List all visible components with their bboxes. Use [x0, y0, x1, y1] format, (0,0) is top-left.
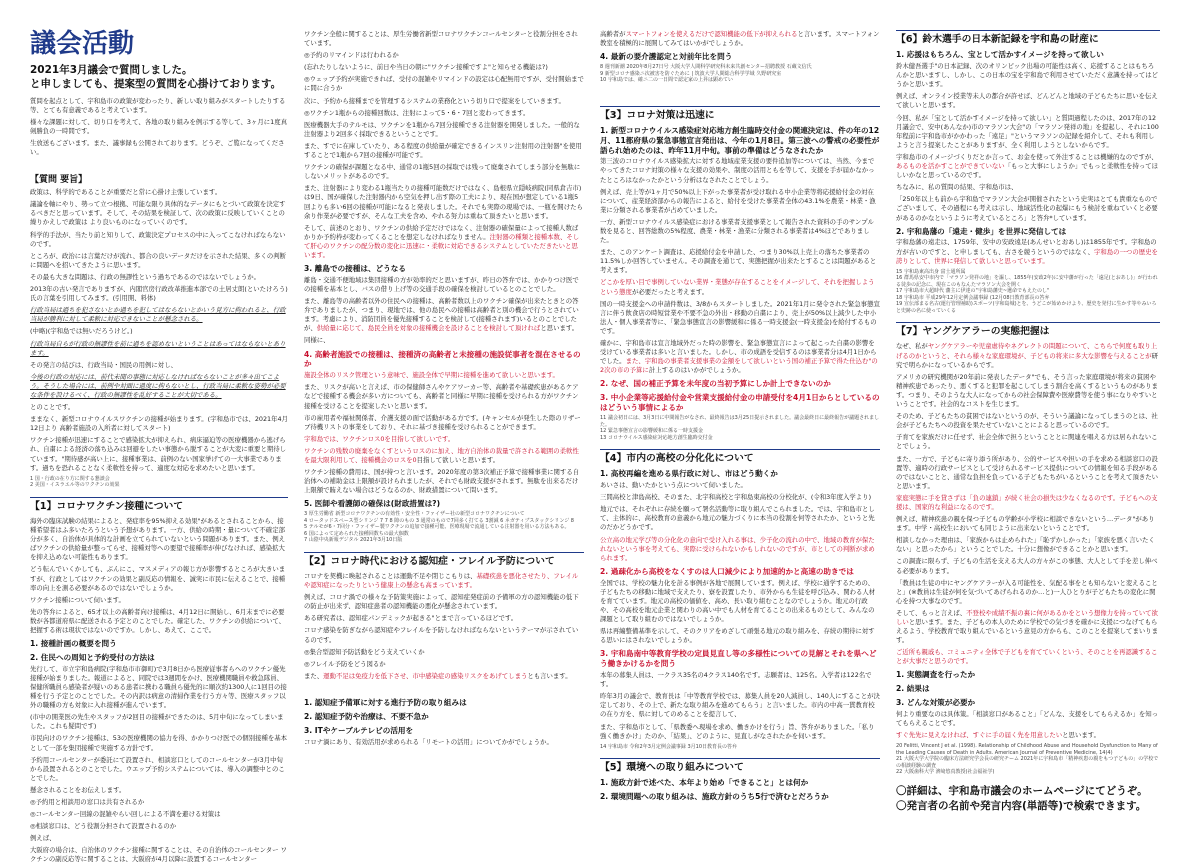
column-3 — [592, 0, 888, 832]
question-item: 1. 新型コロナウイルス感染症対応地方創生臨時交付金の関連決定は、件の年の12月、11都府県の緊急事態宣言発出は、今年の1月8日。第三波への警戒の必要性が語られ始めたのは、昨年11月中旬。事前の準備はどうなされたか — [600, 125, 880, 155]
body-paragraph: 例えば、精神疾患の親を保つ子どもの学齢が小学校に相談できないという…データ"があります。中学・高校生においても同じように出来ないということです。 — [896, 515, 1155, 533]
body-paragraph: 子育てを家族だけに任せず、社会全体で担うということとに関連を唱える方は居られないことでしょう。 — [896, 433, 1158, 451]
highlight-text: 供給量に応じて、島民全員を対象の接種機会を設けることを検討して頂ければ — [316, 324, 541, 333]
quote-end: とのことです。 — [30, 403, 75, 412]
body-paragraph: 「教員は生徒の中にヤングケアラーが入る可能性を、気配る事をとも知らないと変えることと」(※教員は生徒が何を気づいてあげられるのか…と)一人ひとりが子どもたちの変化に関心を持つ大事なのです。 — [896, 578, 1158, 605]
body-paragraph: (市中の開業医の先生やスタッフが2回目の接種ができたのは、5月中旬になってしまいました。これも疑問です) — [30, 713, 284, 731]
highlight-text: 運動不足は免疫力を低下させ、市中感染症の感染リスクをあげてしまう — [323, 671, 528, 680]
body-paragraph: そして、もっと言えば、不登校や成績不振の裏に何があるかをという想像力を持っていて欲しいと思います。また、子どもの本人のために学校での気づきを確かに支援につなげてもらえるよう、学校教育で取り組んでいるという意見の方からも、このことを提案してまいります。 — [896, 608, 1159, 645]
body-paragraph: 例えば、オンライン授業等未人の都合が許せば、どんどんと地域の子どもたちに思いを伝えて欲しいと思います。 — [896, 92, 1158, 110]
question-item: 4. 最新の要介護認定と対前年比を問う — [600, 52, 733, 62]
highlight-text: ヤングケアラーや児童虐待やネグレクトの問題について、こちらで何度も取り上げるのかというと、 — [896, 342, 1158, 360]
footnotes: 20 Felitti, Vincent J et al. (1998). Relationship of Childhood Abuse and Household Dysfunction to Many of the Leading Causes of Death in Adults. American Journal of Preventive Medicine, 14(4) 21 大阪大学大学院の臨床方法研究学会長の研究チーム 2021年に宇和島市「精神疾患の親をもつ子どもの」の学校での相談経験の調査 22 大阪歯科大学 濱﨑悠真教授(社会福祉学) — [896, 743, 1159, 776]
summary-paragraph: 議論を軸にやり、勢って立つ根拠、可能な限り具体的なデータにもとづいて政策を決定するべきだと思っています。そして、その結果を検証して、次の政策に反映していくことの繰りかえしで政策は より良いものになっていくのです。 — [30, 200, 286, 227]
body-paragraph: また、運動不足は免疫力を低下させ、市中感染症の感染リスクをあげてしまうとも言います。 — [304, 671, 572, 680]
body-paragraph: そして、前述のとおり、ワクチンの供給予定だけではなく、注射器の確保量によって接種人数ばかりか予約枠が変わってくることを想定しなければなりません。注射器の種類と接種本数、そして肝心のワクチンの配分数の変化に迅速に・柔軟に対応できるシステムとしていただきたいと思います。 — [304, 223, 580, 259]
highlight-text: 基礎疾患を悪化させたり、フレイルや認知症になったりという健康上の懸念も高まっています。 — [304, 572, 579, 590]
highlight-text: 宇和島の一つの歴史を誇りとして、世界に発信して欲しいと思っています。 — [896, 247, 1158, 265]
column-2 — [296, 0, 592, 832]
body-paragraph: 同様に、 — [304, 336, 330, 345]
question-item: 2. 過疎化から高校をなくすのは人口減少により加速的かと高速の助きでは — [600, 566, 854, 576]
highlight-text: ご近所も親戚も、コミュニティ全体で子どもを育てていくという、そのことを再認識することが大事だと思うのです。 — [896, 648, 1158, 666]
body-paragraph: 何より重要なのは具体策。「相談窓口があること」「どんな、支援をしてもらえるか」を知ってもらえることです。 — [896, 710, 1159, 728]
body-paragraph: アメリカの研究機関が20年前に発表したデータ"でも、そう言った家庭環境が将来の貧困や精神疾患であったり、悪くすると犯罪を起こしてしまう割合を高くするというものがあります。つまり、そのような大人になってからの社会保障費や医療費等を使う事になりやすいということです。社会的なコストを生じます。 — [896, 372, 1158, 409]
body-paragraph: ワクチン接種について伺います。 — [30, 595, 125, 604]
summary-paragraph: 政策は、科学的であることが重要だと常に心掛け主張しています。 — [30, 188, 222, 197]
quote: その発言の結びは、行政当局・国民の用例に対し、 — [30, 360, 177, 369]
question-item: 1. 応援はもちろん、宝として活かすイメージを持って欲しい — [896, 50, 1104, 60]
highlight-text: ワクチンの残数の廃棄をなくすというロスのに加え、地方自治体の裁量で許される範囲の柔軟性を最大限利用して、接種機会のロスを0 — [304, 446, 579, 465]
section-heading: 【1】コロナワクチン接種について — [30, 497, 288, 513]
column-1 — [0, 0, 296, 864]
body-paragraph: なぜ、私がヤングケアラーや児童虐待やネグレクトの問題について、こちらで何度も取り上げるのかというと、それら様々な家庭環境が、子どもの将来に多大な影響を与えることが研究で明らかになっているからです。 — [896, 342, 1159, 369]
closing-message: 〇詳細は、宇和島市議会のホームページにてどうぞ。 〇発言者の名前や発言内容(単語等)で検索できます。 — [896, 784, 1148, 812]
section-heading: 【3】コロナ対策は迅速に — [600, 106, 880, 122]
question-item: 1. 認知症予備軍に対する進行予防の取り組みは — [304, 697, 467, 707]
highlight-text: どこかを厚い目で事例していない業界・業態が存在することをイメージして、それを把握しようという態度 — [600, 278, 875, 296]
vaccine-intro: ままなく、新型コロナウイルスワクチンの接種が始まります。(宇和島市では、2021年4月12日より 高齢者施設の入所者に対してスタート) — [30, 415, 288, 433]
summary-paragraph: ところが、政治には言葉だけが流れ、都合の良いデータだけを示された結果、多くの判断に問題へを招いてきたように思います。 — [30, 251, 287, 269]
body-paragraph: ◎集合型認知予防活動をどう支えていくか — [304, 647, 425, 656]
body-paragraph: ワクチンの確保が課題となる中、通常の1瓶5回の採取では残って廃棄されてしまう部分を無駄にしないメリットがあるのです。 — [304, 163, 581, 181]
intro-paragraph: 様々な課題に対して、切り口を考えて、各地の取り組みを例示する等して、3ヶ月に1度真剣勝負の一時間です。 — [30, 118, 287, 136]
body-paragraph: 例えば、コロナ渦での様々な予防策実施によって、認知症発症前の予備軍の方の認知機能の低下の防止が出来ず、認知症患者の認知機能の悪化が懸念されています。 — [304, 593, 579, 611]
body-paragraph: 予約用コールセンターが委託にて設置され、相談窓口としてのコールセンターが3月中旬から設置されるとのことでした。ウエップ予約システムについては、導入の調整中とのことでした。 — [30, 755, 285, 782]
body-paragraph: また、注射器により変わる1瓶当たりの接種可能数だけではなく、島根県立隠岐病院(同県倉吉市)は9日、国が確保した注射器内から空気を押し出す際の工夫により、現在国が想定している1瓶5回よりも多い6回の接種が可能になると発表しました。それでも実際の現場では、一瓶を開けたら余り作業が必要ですが、そんな工夫を含め、やれる努力は重ねて頂きたいと思います。 — [304, 184, 583, 220]
question-item: 1. 接種計画の概要を問う — [30, 639, 117, 649]
body-paragraph: ちなみに、私の質問の結果、宇和島市は、 — [896, 183, 1018, 192]
highlight-text: 宇和島では、ワクチンロス0を目指して欲しいです。 — [304, 434, 455, 443]
body-paragraph: 宇和島市のイメージづくりだとか言って、お金を使って外注することは機嫌的なのですが、あるものを活かすことができていない「もっと大事にしようか」でもっと柔軟性を持ってほしいかなと思っているのです。 — [896, 152, 1159, 180]
body-paragraph: 次に、予約から接種までを管理するシステムの業務化という切り口で提案をしていきます。 — [304, 96, 565, 105]
body-paragraph: ワクチンの残数の廃棄をなくすというロスのに加え、地方自治体の裁量で許される範囲の柔軟性を最大限利用して、接種機会のロスを0目指して欲しいと思います。 — [304, 446, 579, 465]
body-paragraph: また、宇和島市として、「県教委へ現場を求め、働きかけを行う」旨、答弁がありました。「私り強く働きかけ」たのか、「結果」、どのように、見直しがなされたかを伺います。 — [600, 722, 875, 740]
body-paragraph: ◎コールセンター回線の混雑やらい回しによる不満を避ける対策は — [30, 810, 221, 819]
body-paragraph: 先行して、市立宇和島病院(宇和島市市御町)で3月8日から医療従事者らへのワクチン優先接種が始まりました。報道によると、同院では3週間をかけ、医療機関職員や救急隊員、保健所職員ら感染者が疑いのある患者に携わる職員ら優先的に順次約1300人に1回目の接種を行う予定とのことでした。その内訳は病意の清掃作業を行う方々等、医療スタッフ以外の職種の方も対象に入れ接種が進んでいます。 — [30, 664, 287, 710]
question-item: 4. 高齢者施設での接種は、接種済の高齢者と未接種の施設従事者を混在させるのか — [304, 349, 581, 369]
section-heading: 【5】環境への取り組みについて — [600, 758, 880, 774]
section-heading: 【7】ヤングケアラーの実態把握は — [896, 322, 1160, 338]
quote: (中略)(宇和島では無いだろうけど。) — [30, 327, 133, 336]
body-paragraph: ◎予約用と相談用の窓口は共有されるか — [30, 798, 145, 807]
body-paragraph: 国の一時支援金への申請件数は、3/8からスタートしました。2021年1月に発令された緊急事態宣言に伴う飲食店の時短営業や不要不急の外出・移動の自粛により、売上が50%以上減少した中小法人・個人事業者等に、「緊急事態宣言の影響緩和に係る一時支援金(一時支援金)を給付するものです。 — [600, 299, 880, 335]
body-paragraph: 第三波のコロナウイルス感染拡大に対する地域産業支援の要件追加等については、当然、今までやってきたコロナ対策の様々な支援の効果や、制度の活用ともを等して、支援を手が届かなかったところはなかったかという分析はなされたことでしょう。 — [600, 157, 875, 184]
body-paragraph: 医療機器大手のテルモは、ワクチンを1瓶から7回分接種できる注射器を開発しました。一般的な注射器より2回多く採取できるということです。 — [304, 120, 580, 138]
body-paragraph: 高齢者がスマートフォンを使えるだけで認知機能の低下が抑えられると言います。スマートフォン教室を積極的に展開してみてはいかがでしょうか。 — [600, 30, 880, 48]
summary-paragraph: その最も大きな問題は、行政の無謬性という過ちであるのではないでしょうか。 — [30, 272, 260, 281]
question-item: 2. 結果は — [896, 684, 930, 694]
body-paragraph: コロナ感染を防ぎながら認知症やフレイルを予防しなければならないというテーマが示されているのです。 — [304, 626, 579, 644]
question-item: 1. 高校再編を進める県行政に対し、市はどう動くか — [600, 469, 778, 479]
body-paragraph: 宇和島藩の遠走は、1759年、安中の安政遠足(あんせいとおあし)は1855年です。宇和島の方が古いのですと、と申しましても、古さを競うというのではなく、宇和島の一つの歴史を誇りとして、世界に発信して欲しいと思っています。 — [896, 238, 1158, 265]
question-item: 3. ITやケーブルテレビの活用を — [304, 725, 414, 735]
footnotes: 1 国・行政の在り方に関する懇談会 2 美国・イスラエル等のワクチンの効果 — [30, 475, 120, 489]
body-paragraph: 市民向けのワクチン接種は、53の医療機関の協力を得、かかりつけ医での個別接種を基本として一部を集団接種で実施する方針です。 — [30, 734, 288, 752]
body-paragraph: 昨年3月の議会で、教育長は「中等教育学校では、募集人員を20人減員し、140人にすることが決定しており、その上で、新たな取り組みを進めてもらう」と言いました。市内の中高一貫教育校の在り方を、県に対してのめることを提言して、 — [600, 692, 880, 719]
body-paragraph: ワクチン全般に関することは、厚生労働省新型コロナワクチンコールセンターと役割分担をされています。 — [304, 30, 578, 48]
body-paragraph: すぐ先先に見えなければ、すぐに手の届く先を用意したいと思います。 — [896, 731, 1100, 740]
question-item: 2. 環境問題への取り組みは、施政方針のうち5行で済むとだろうか — [600, 792, 829, 802]
footnotes: 14 宇和島市 令和2年3月定例会議事録 3月10日教育長の答弁 — [600, 743, 738, 750]
body-paragraph: そのため、子どもたちの貧困ではないというのが、そういう議論になってしまうのとは、社会が子どもたちへの投資を果たせていないことによると思っているのです。 — [896, 412, 1158, 430]
highlight-text: すぐ先先に見えなければ、すぐに手の届く先を用意したい — [896, 731, 1063, 740]
body-paragraph: 一方、新型コロナウイルス感染症における事業者支援事業として報告された資料の手のサンプル数を見ると、回答総数の5%程度、農業・林業・漁業に分類される事業者は4%ほどでありました。 — [600, 217, 874, 245]
body-paragraph: 大阪府の場合は、自治体のワクチン接種に関することは、その自治体のコールセンター ワクチンの副反応等に関することは、大阪府が4月以降に設置するコールセンター — [30, 846, 287, 864]
section-heading: 【2】コロナ時代における認知症・フレイル予防について — [304, 552, 584, 568]
quote: 行政当局は過ちを犯さないとか過ちを犯してはならないとかいう見方に拘われると、行政当局が勝利に対して柔軟に対応できないことが懸念される。 — [30, 306, 286, 324]
body-paragraph: 例えば、売上等が1ヶ月で50%以上下がった事業者が受け取れる中小企業等将応援給付金の対在について、産業経済部からの報告によると、給付を受けた事業者全体の43.1%を農業・林業・漁業に分類される事業者が占めていました。 — [600, 187, 876, 214]
body-paragraph: ◎フレイル予防をどう図るか — [304, 659, 386, 668]
body-paragraph: 例えば、 — [30, 834, 56, 843]
body-paragraph: ◎予約のリマインドは行われるか — [304, 51, 399, 60]
body-paragraph: 三間高校と津島高校、そのまた、北宇和高校と宇和島東高校の分校化が、(令和3年度入学より) — [600, 493, 872, 502]
body-paragraph: 先の答弁によると、65才以上の高齢者向け接種は、4月12日に開始し、6月末までに必要数が各都道府県に配送される予定とのことでした。確定した、ワクチンの供給について、把握する術は現状ではないのですか。しかし、あえて、ここで。 — [30, 607, 286, 634]
highlight-text: また、宇和島の事業者支援事業の金額をして欲しいという国の補正予算で得た仕込む"の2次の市の予算に — [600, 357, 878, 375]
body-paragraph: 相談しなかった理由は、「家族からは止められた」「恥ずかしかった」「家族を悪く言いたくない」と思ったから」ということでした。十分に想像ができることかと思います。 — [896, 536, 1155, 554]
body-paragraph: どう転んでいくかしても、ぶんにこ、マスメディアの報じ方が影響するところが大きいますが、行政としてはワクチンの効果と副反応の情報を、誠実に市民に伝えることで、接種率の向上を測る必要があるのではないでしょうか。 — [30, 565, 286, 592]
body-paragraph: あいさは、動いたかという点について伺いました。 — [600, 481, 747, 490]
intro-paragraph: 質問を起点として、宇和島市の政策が変わったり、新しい取り組みがスタートしたりする等、とても有意義であると考えています。 — [30, 96, 286, 115]
page-title: 議会活動 — [30, 29, 135, 59]
question-item: 2. 認知症予防や治療は、不要不急か — [304, 711, 429, 721]
highlight-text: 施設全体のリスク管理という意味で、施設全体で早期に接種を進めて欲しいと思います。 — [304, 371, 559, 380]
body-paragraph: 本年の募集人員は、一クラス35名の4クラス140名です。志願者は、125名。入学者は122名です。 — [600, 671, 872, 689]
question-item: 2. 宇和島藩の「遠走・健歩」を世界に発信しては — [896, 226, 1067, 236]
body-paragraph: ◎ワクチン1瓶からの接種回数は、注射によって5・6・7回と変わってきます。 — [304, 108, 530, 117]
body-paragraph: 地元では、それぞれに存続を願って署名活動等に取り組んでこられました。では、宇和島市として、主体的に、高校教育の意義から地元の魅力づくりに本当の役割を何等されたか、というと先のだかどうかです。 — [600, 505, 875, 532]
question-item: 2. 住民への周知と予約受付の方法は — [30, 652, 155, 662]
body-paragraph: また、すでに在庫していたり、ある程度の供給量が確定できるインスリン注射用の注射器"を使用することで1瓶から7回の接種が可能です。 — [304, 141, 582, 160]
body-paragraph: コロナ渦にあり、有効活用が求められる「リモートの活用」についてかがでしょうか。 — [304, 737, 553, 746]
body-paragraph: また、このアンケート調査は、応援給付金を申請した、つまり30%以上売上の落ちた事業者の11.5%しか回答していません。その調査を通じて、実態把握が出来たとすることは問題があると考えます。 — [600, 248, 877, 275]
quote: 今後の行政の対応には、前代未聞の事態に対応しなければならないことが多々出てこよう。そうした場合には、前例や対面に過度に拘らないとし、行政当局に柔軟な姿勢が必要な条件を設けるべく、行政の無謬性を乱好することが大切である。 — [30, 372, 286, 399]
quote: 行政当局自らが行政の無謬性を前に過ちを認めないということはあってはならないとあります。 — [30, 339, 286, 357]
question-item: 1. 施政方針で述べた、本年より始め「できること」とは何か — [600, 778, 809, 788]
highlight-text: 公立高の地元学び等の分化化の意向で受け入れる事は、少子化の流れの中で、地域の教育が保たれないという事を考えても、実際に受けられないかもしれないのですが、市としての判断が求められます。 — [600, 535, 875, 562]
question-item: 3. 離島での接種は、どうなる — [304, 264, 406, 274]
question-item: 2. なぜ、国の補正予算を未年度の当初予算にしか計上できないのか — [600, 379, 831, 389]
body-paragraph: 今回、私が「宝として活かすイメージを持って欲しい」と質問過程したのは、2017年の12月議会で、安中(あんなか)市のマラソン大会"の「マラソン発祥の地」を提起し、それに100年程前に宇和島市がかかわった「遠足」"というマラソンの記録を紹介して、それも利用しようと言う提案したことがありますが、全く利用しようとしないからです。 — [896, 113, 1159, 149]
vaccine-intro: ワクチン接種が迅速にすることで感染拡大が抑えられ、病床逼迫等の医療機器から逃げられ、自粛による経済の落ち込みは回避をしたい事態から脱することが大変に重要と期待しています。"期待感が高い上に、接種事業は、前例のない国家挙げての一大事業であります。過ちを恐れることなく柔軟性を持って、適度な対応を求めたいと思います。 — [30, 436, 287, 472]
summary-heading: 【質問 要旨】 — [30, 174, 88, 185]
column-4 — [888, 0, 1182, 832]
body-paragraph: (忘れたりしないように、前日や当日の朝に"ワクチン接種ですよ"と知らせる機能は?) — [304, 63, 548, 72]
body-paragraph: ◎ウェッブ予約が実施できれば、受付の混雑やリマインドの設定は心配無用ですが、受付開始までに間に合うか — [304, 75, 584, 93]
body-paragraph: 確かに、宇和島市は宣言地域外だった時の影響を、緊急事態宣言によって起こった自粛の影響を受けている事業者は多いと言いました。しかし、市の成語を受信するのは事業者分は4月1日からでした。また、宇和島の事業者支援事業の金額をして欲しいという国の補正予算で得た仕込む"の2次の市の予算に計上するのはいかがでしょうか。 — [600, 339, 878, 375]
body-paragraph: 離島・交通不便地域は集団接種の方が効率的だと思いますが、昨日の答弁では、かかりつけ医での接種を基本とし、バスの借り上げ等の交通手段の確保を検討しているとのことでした。 — [304, 275, 579, 294]
question-item: 1. 実態調査を行ったか — [896, 670, 976, 680]
lead-text: 2021年3月議会で質問しました。 と申しましても、提案型の質問を心掛けております。 — [30, 63, 282, 90]
highlight-text: 注射器の種類と接種本数、そして肝心のワクチンの配分数の変化に迅速に・柔軟に対応できるシステムとしていただきたいと思います。 — [304, 232, 580, 259]
body-paragraph: ◎相談窓口は、どう役割分担されて設置されるのか — [30, 822, 177, 831]
question-item: 3. 中小企業等応援給付金や営業支援給付金の申請受付を4月1日からとしているのはどういう事情によるか — [600, 393, 880, 413]
summary-paragraph: 科学的手法が、当たり前と知りして、政策決定プロセスの中に入ってこなければならないのです。 — [30, 230, 286, 248]
footnotes: 11 議会初日には、3月3日に中間報告がなされ、最終報告は3月25日提示されました。議会最終日に最終報告が議題されました。 12 緊急事態宣言の影響緩和に係る一時支援金 13 コロナウイルス感染症対応地方創生臨時交付金 — [600, 415, 880, 441]
question-item: 3. 宇和島南中等教育学校の定員見直し等の多様性についての見解とそれを県へどう働きかけるかを問う — [600, 649, 877, 669]
question-item: 3. どんな対策が必要か — [896, 698, 976, 708]
highlight-text: スマートフォンを使えるだけで認知機能の低下が抑えられる — [625, 30, 798, 38]
intro-paragraph: 生放送もございます。また、議事録も公開されております。どうぞ、ご覧になってください。 — [30, 139, 285, 157]
highlight-text: あるものを活かすことができていない — [896, 162, 1005, 171]
body-paragraph: コロナを契機に喚起されることは運動不足や閉じこもりは、基礎疾患を悪化させたり、フレイルや認知症になったりという健康上の懸念も高まっています。 — [304, 572, 579, 590]
footnotes: 3 厚生労働省 新型コロナワクチンの有効性・安全性・ファイザー社の新型コロナワクチンについて 4 ロータッドスペース型シリンジ 7 7 8 隙のもの 3 通常のもので7回多く打てる 3割減 6 ネガティブスタックシリンジ 8 5 テルモが6・7回分・ファイザー製ワクチンの追加で接種可能、医療現場で流通している注射器を用いる方法もある。 6 国によって定められた接種回数ちの最大個数 7 山陰中央新報デジタル 2021年3月10日版 — [304, 511, 574, 544]
highlight-text: 不登校や成績不振の裏に何があるかをという想像力を持っていて欲しい — [896, 608, 1158, 626]
body-paragraph: ある研究者は、認知症パンデミックが起きる"とまで言っているほどです。 — [304, 614, 518, 623]
question-item: 5. 医師や看護師の確保は(財政措置は?) — [304, 499, 441, 509]
body-paragraph: この調査に限らず、子どもの生活を支える大人の方々がこの事態、大人として手を差し伸べる必要があります。 — [896, 557, 1158, 575]
footnotes: 8 週刊新潮 2020年8月27日号 大阪大学人間科学研究科未来共創センター招聘教授 石蔵文信氏 9 新型コロナ感染ニ次被害を防ぐために | 筑波大学人間総合科学学域 久野研究室 10 宇和島では、確ニ二の一日間で認定家の上昇は顕めてい — [600, 64, 812, 84]
body-paragraph: 市の雇用者や福祉関係者、介護支援の面で活動がある方です。(キャンセルが発生した際のリザーブ待機リストの事業をしており、それに基づき接種を受けられることができます。 — [304, 413, 581, 431]
body-paragraph: また、一方で、子どもに寄り添う所があり、公的サービスや担いの手を求める相談窓口の設置等、適時の行政サービスとして受けられるサービス提供についての情報を知る手段があるのではないことと、通常な負担を負っている子どもたちがいるということを考えて頂きたいと思います。 — [896, 454, 1159, 490]
section-heading: 【6】鈴木選手の日本新記録を宇和島の財産に — [896, 30, 1160, 46]
body-paragraph: 鈴木健吾選手"の日本記録、次のオリンピック出場の可能性は高く、応援することはもちろんかと思いますし、しかし、この日本の宝を宇和島で利用させていただく意識を持ってはどうかと思います。 — [896, 62, 1159, 89]
body-paragraph: 県は再編整備基準を示して、そのクリアをめざして頑張る地元の取り組みを、存続の期待に対する思いにはされないでしょうか。 — [600, 627, 875, 645]
quote-intro: 2013年の古い発言でありますが、内閣官房行政改革推進本部での土居丈朗(といたけろう)氏の言葉を引用してみます。(引用開、料体) — [30, 285, 288, 303]
body-paragraph: ワクチン接種の費用は、国が持つと言います。2020年度の第3次補正予算で接種事業に関する自治体への補助金は上限額が設けられましたが、それでも財政支援がされます。無駄を出来るだけ上限額で賄えない場合はどうなるのか、財政措置について問います。 — [304, 468, 580, 495]
highlight-text: それら様々な家庭環境が、子どもの将来に多大な影響を与えることが — [953, 351, 1152, 360]
body-paragraph: 「250年以上も前から宇和島でマラソン大会が開催されたという史実はとても貴重なものでございまして、その過程にも考えは示し、地域活性化の起爆にもう検討を重ねていくと必要があるのかなというように考えているところ」と答弁*しています。 — [896, 195, 1158, 222]
body-paragraph: どこかを厚い目で事例していない業界・業態が存在することをイメージして、それを把握しようという態度が必要だったと考えます。 — [600, 278, 875, 296]
footnotes: 15 宇和島東高出身 富士通所属 16 群馬県安中市内で「マラソン発祥の地」を謳し、1855年(安政2年)に安中藩が行った「遠足(とおあし)」が行われる徒歩の記念に、現在このもなんたマラソン大会を開く 17 宇和島市大超時代 藩主に伊達の"宇和島藩史~遺命でもえたのし" 18 宇和島市 平成29年12月定例会議事録 (12月08日教育部長の答弁 19 宣伝部まる名古(運行管理補助)スポーツ(宇和島城)とを、うどこが始めかけより、歴史を発付に生かす等やみいろと史跡の名に使っていくる — [896, 268, 1158, 314]
body-paragraph: また、リスクが高いと言えば、市の保健師さんやケアワーカー等、高齢者や基礎疾患があるケアなどで接種する機会が多い方についても、高齢者と同様に早期に接種を受けられる方がワクチン接種を受けることを提案したいと思います。 — [304, 383, 579, 410]
section-heading: 【4】市内の高校の分化化について — [600, 449, 880, 465]
body-paragraph: また、離島等の高齢者以外の住民への接種は、高齢者数以上のワクチン確保が出来たときとの答弁でありましたが、つまり、現地では、他の島民への接種は高齢者と別の機会で行うとされています。考慮により、消防団員を優先接種することを検討して(接種されます)いるとのことでしたが、供給量に応じて、島民全員を対象の接種機会を設けることを検討して頂ければと思います。 — [304, 297, 579, 333]
body-paragraph: 懸念されることをお伝えします。 — [30, 785, 126, 794]
highlight-text: 家庭実態に手を貸さずは「負の連鎖」が続く社会の損失は少なくなるのです。子どもへの支援は、国家的な利益になるのです。 — [896, 493, 1158, 511]
body-paragraph: 海外の臨床試験の結果によると、発症率を95%抑える効果"があるとされることから、接種希望者はふ多いたろうという予想があります。一方、供給の時期・量について不確定部分が多く、自治体が具体的な計画を立てられていないという問題があります。また、例えばワクチンの供給量が整ってらせ、接種対等への要望で接種率が伸びなければ、感染拡大を抑え込めない可能性もあります。 — [30, 516, 285, 562]
body-paragraph: 全国では、学校の魅力化を計る事例が各地で展開しています。例えば、学校に通学するための、子どもたちの移動に地域で支えたり、寮を設置したり、市外からも生徒を呼び込み、関わる人材を育てています。地元の高校の価値を、高め、長い取り組むことなのでしょうか。地元の行政や、その高校を地元企業と関わりの高い中でも人材を育てることの出来るものとして、みんなの課題として取り組むのではないでしょうか。 — [600, 578, 876, 624]
